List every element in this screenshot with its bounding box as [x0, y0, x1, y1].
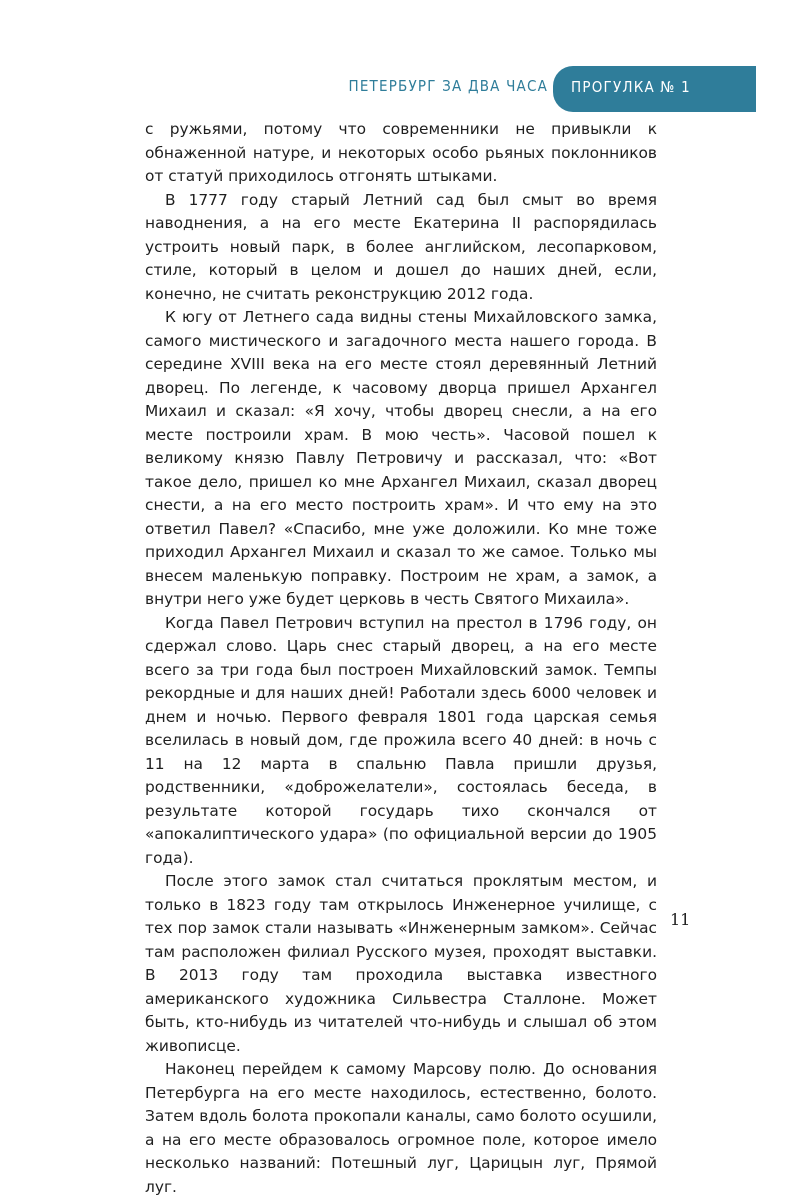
body-text	[145, 118, 657, 1199]
paragraph: с ружьями, потому что современники не привыкли к обнаженной натуре, и некоторых особо рьяных поклонников от статуй приходилось отгонять штыками.	[145, 120, 657, 185]
section-badge	[553, 66, 756, 112]
paragraph: Наконец перейдем к самому Марсову полю. До основания Петербурга на его месте находилось, естественно, болото. Затем вдоль болота прокопали каналы, само болото осушили, а на его месте образовалось огромное поле, которое имело несколько названий: Потешный луг, Царицын луг, Прямой луг.	[145, 1060, 657, 1196]
section-badge-label: ПРОГУЛКА № 1	[571, 78, 691, 96]
page-number: 11	[670, 910, 691, 929]
running-header	[0, 64, 800, 112]
paragraph: После этого замок стал считаться проклятым местом, и только в 1823 году там открылось Инженерное училище, с тех пор замок стали называть «Инженерным замком». Сейчас там расположен филиал Русского музея, проходят выставки. В 2013 году там проходила выставка известного американского художника Сильвестра Сталлоне. Может быть, кто-нибудь из читателей что-нибудь и слышал об этом живописце.	[145, 872, 657, 1055]
book-title: ПЕТЕРБУРГ ЗА ДВА ЧАСА	[348, 77, 548, 95]
paragraph: В 1777 году старый Летний сад был смыт во время наводнения, а на его месте Екатерина II распорядилась устроить новый парк, в более английском, лесопарковом, стиле, который в целом и дошел до наших дней, если, конечно, не считать реконструкцию 2012 года.	[145, 190, 657, 303]
paragraph: Когда Павел Петрович вступил на престол в 1796 году, он сдержал слово. Царь снес старый дворец, а на его месте всего за три года был построен Михайловский замок. Темпы рекордные и для наших дней! Работали здесь 6000 человек и днем и ночью. Первого февраля 1801 года царская семья вселилась в новый дом, где прожила всего 40 дней: в ночь с 11 на 12 марта в спальню Павла пришли друзья, родственники, «доброжелатели», состоялась беседа, в результате которой государь тихо скончался от «апокалиптического удара» (по официальной версии до 1905 года).	[145, 613, 657, 867]
paragraph: К югу от Летнего сада видны стены Михайловского замка, самого мистического и загадочного места нашего города. В середине XVIII века на его месте стоял деревянный Летний дворец. По легенде, к часовому дворца пришел Архангел Михаил и сказал: «Я хочу, чтобы дворец снесли, а на его месте построили храм. В мою честь». Часовой пошел к великому князю Павлу Петровичу и рассказал, что: «Вот такое дело, пришел ко мне Архангел Михаил, сказал дворец снести, а на его место построить храм». И что ему на это ответил Павел? «Спасибо, мне уже доложили. Ко мне тоже приходил Архангел Михаил и сказал то же самое. Только мы внесем маленькую поправку. Построим не храм, а замок, а внутри него уже будет церковь в честь Святого Михаила».	[145, 308, 657, 608]
